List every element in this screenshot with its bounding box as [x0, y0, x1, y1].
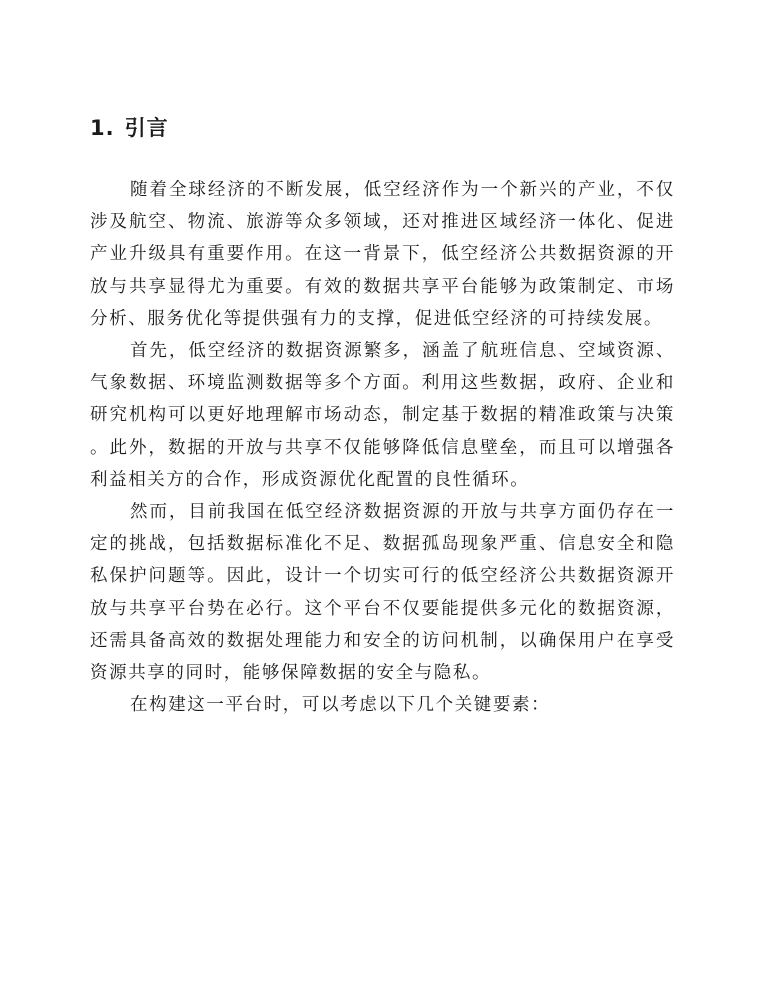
section-heading — [90, 112, 169, 144]
section-number: 1. — [90, 116, 115, 140]
paragraph: 然而，目前我国在低空经济数据资源的开放与共享方面仍存在一定的挑战，包括数据标准化不足、数据孤岛现象严重、信息安全和隐私保护问题等。因此，设计一个切实可行的低空经济公共数据资源开放与共享平台势在必行。这个平台不仅要能提供多元化的数据资源，还需具备高效的数据处理能力和安全的访问机制，以确保用户在享受资源共享的同时，能够保障数据的安全与隐私。 — [90, 502, 675, 684]
paragraph: 随着全球经济的不断发展，低空经济作为一个新兴的产业，不仅涉及航空、物流、旅游等众多领域，还对推进区域经济一体化、促进产业升级具有重要作用。在这一背景下，低空经济公共数据资源的开放与共享显得尤为重要。有效的数据共享平台能够为政策制定、市场分析、服务优化等提供强有力的支撑，促进低空经济的可持续发展。 — [90, 180, 675, 329]
body-text — [90, 174, 675, 721]
paragraph: 首先，低空经济的数据资源繁多，涵盖了航班信息、空域资源、气象数据、环境监测数据等多个方面。利用这些数据，政府、企业和研究机构可以更好地理解市场动态，制定基于数据的精准政策与决策。此外，数据的开放与共享不仅能够降低信息壁垒，而且可以增强各利益相关方的合作，形成资源优化配置的良性循环。 — [90, 341, 675, 490]
paragraph: 在构建这一平台时，可以考虑以下几个关键要素： — [130, 695, 551, 716]
section-title: 引言 — [124, 116, 169, 140]
